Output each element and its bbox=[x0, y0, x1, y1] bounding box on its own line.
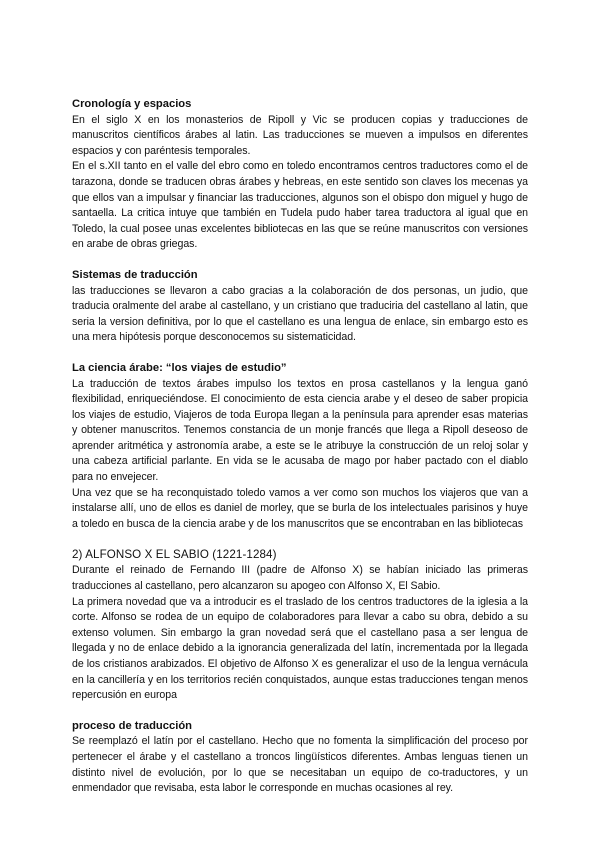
paragraph: las traducciones se llevaron a cabo gracias a la colaboración de dos personas, un judio, que traducia oralmente del arabe al castellano, y un cristiano que traduciria del castellano al latin, que seria la version definitiva, por lo que el castellano es una lengua de enlace, sin embargo esto es una mera hipótesis porque desconocemos su sistematicidad. bbox=[72, 284, 528, 344]
paragraph: En el s.XII tanto en el valle del ebro como en toledo encontramos centros traductores como el de tarazona, donde se traducen obras árabes y hebreas, en este sentido son claves los mecenas ya que ellos van a impulsar y financiar las traducciones, algunos son el obispo don miguel y hugo de santaella. La critica intuye que también en Tudela pudo haber tarea traductora al igual que en Toledo, la cual posee unas excelentes bibliotecas en las que se reúne manuscritos con versiones en arabe de obras griegas. bbox=[72, 160, 528, 251]
section-heading: proceso de traducción bbox=[72, 719, 192, 732]
paragraph: En el siglo X en los monasterios de Ripoll y Vic se producen copias y traducciones de manuscritos científicos árabes al latin. Las traducciones se mueven a impulsos en diferentes espacios y con paréntesis temporales. bbox=[72, 113, 528, 157]
section-sistemas bbox=[72, 268, 528, 346]
section-cronologia bbox=[72, 97, 528, 253]
section-heading: Sistemas de traducción bbox=[72, 268, 198, 281]
paragraph: Una vez que se ha reconquistado toledo vamos a ver como son muchos los viajeros que van a instalarse allí, uno de ellos es daniel de morley, que se burla de los intelectuales parisinos y huye a toledo en busca de la ciencia arabe y de los manuscritos que se encontraban en las bibliotecas bbox=[72, 486, 528, 530]
paragraph: Durante el reinado de Fernando III (padre de Alfonso X) se habían iniciado las primeras traducciones al castellano, pero alcanzaron su apogeo con Alfonso X, El Sabio. bbox=[72, 564, 528, 593]
section-heading: Cronología y espacios bbox=[72, 98, 192, 110]
section-alfonso-x bbox=[72, 547, 528, 703]
paragraph: La primera novedad que va a introducir es el traslado de los centros traductores de la iglesia a la corte. Alfonso se rodea de un equipo de colaboradores para llevar a cabo su obra, debido a su extenso volumen. Sin embargo la gran novedad será que el castellano pasa a ser lengua de llegada y no de enlace debido a la ignorancia generalizada del latín, incrementada por la llegada de los cristianos arabizados. El objetivo de Alfonso X es generalizar el uso de la lengua vernácula en la cancillería y en los territorios recién conquistados, aunque estas traducciones tengan menos repercusión en europa bbox=[72, 595, 528, 702]
paragraph: Se reemplazó el latín por el castellano. Hecho que no fomenta la simplificación del proceso por pertenecer el árabe y el castellano a troncos lingüísticos diferentes. Ambas lenguas tienen un distinto nivel de evolución, por lo que se necesitaban un equipo de co-traductores, y un enmendador que revisaba, esta labor le corresponde en muchas ocasiones al rey. bbox=[72, 735, 528, 795]
numbered-section-title: 2) ALFONSO X EL SABIO (1221-1284) bbox=[72, 548, 277, 562]
section-heading: La ciencia árabe: “los viajes de estudio” bbox=[72, 361, 287, 374]
paragraph: La traducción de textos árabes impulso los textos en prosa castellanos y la lengua ganó flexibilidad, enriqueciéndose. El conocimiento de esta ciencia arabe y el deseo de saber propicia los viajes de estudio, Viajeros de toda Europa llegan a la península para aprender esas materias y obtener manuscritos. Tenemos constancia de un monje francés que llega a Ripoll deseoso de aprender aritmética y astronomía arabe, a este se le atribuye la construcción de un reloj solar y una cabeza artificial parlante. En vida se le acusaba de mago por haber pactado con el diablo para no envejecer. bbox=[72, 377, 528, 484]
section-ciencia-arabe bbox=[72, 361, 528, 533]
section-proceso bbox=[72, 719, 528, 797]
